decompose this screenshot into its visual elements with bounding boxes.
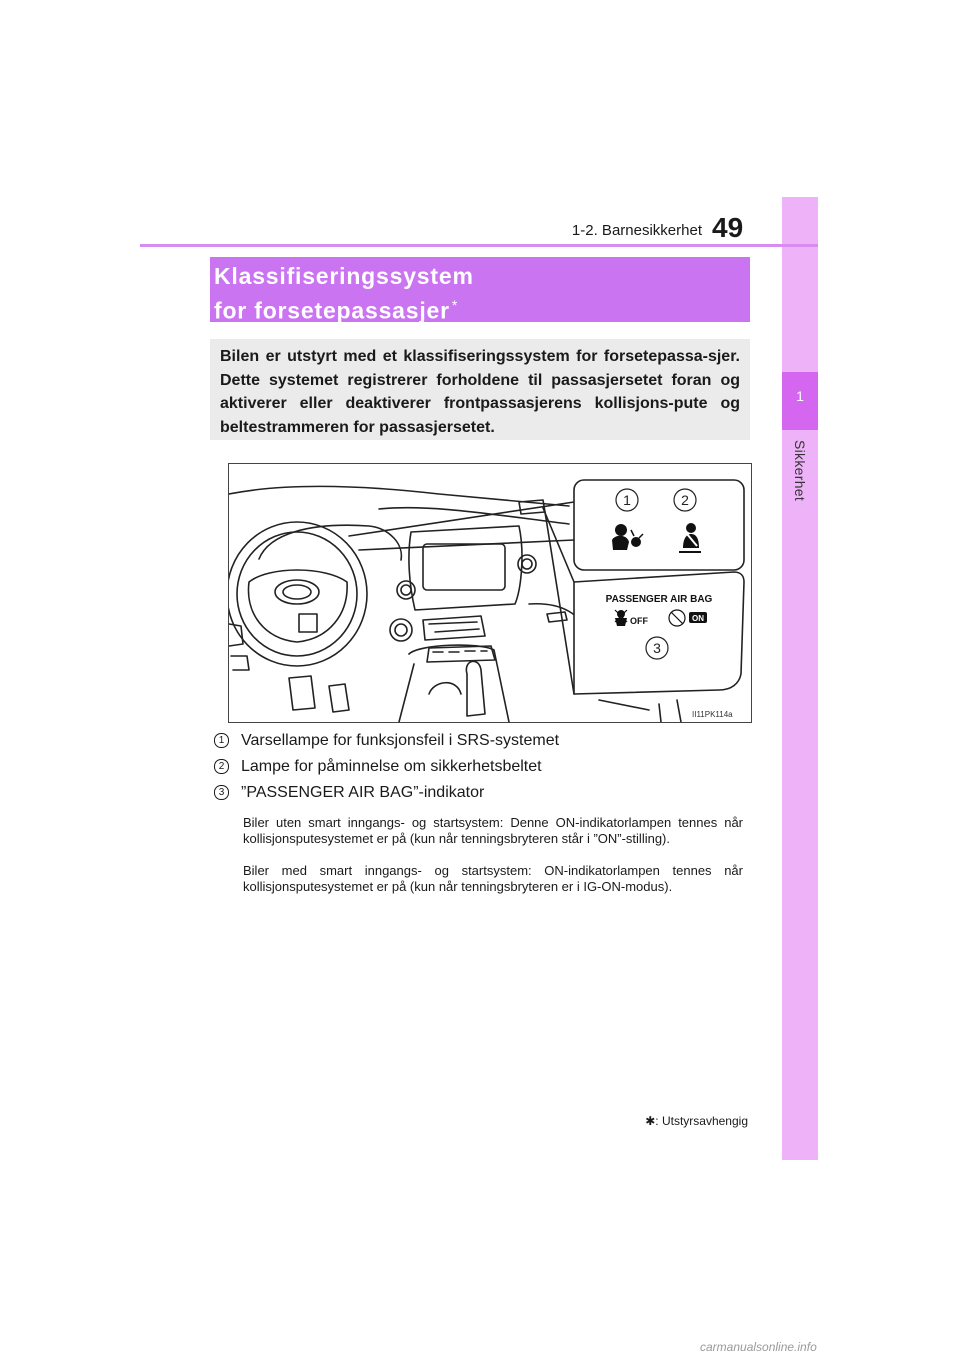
warning-lights-callout xyxy=(574,480,744,570)
list-item xyxy=(214,784,484,802)
figure-code: II11PK114a xyxy=(692,710,733,719)
page-number: 49 xyxy=(712,212,744,243)
chapter-number: 1 xyxy=(796,388,804,404)
intro-text: Bilen er utstyrt med et klassifiseringssystem for forsetepassa-sjer. Dette systemet registrerer forholdene til passasjersetet foran og aktiverer eller deaktiverer frontpassasjerens kollisjons-pute og beltestrammeren for passasjersetet. xyxy=(220,348,740,436)
off-label: OFF xyxy=(630,616,648,626)
list-item xyxy=(214,758,542,776)
list-number: 2 xyxy=(214,759,229,774)
note-without-smart-key: Biler uten smart inngangs- og startsystem: Denne ON-indikatorlampen tennes når kollisjonsputesystemet er på (kun når tenningsbryteren står i ”ON”-stilling). xyxy=(243,815,743,846)
steering-logo xyxy=(275,580,319,604)
list-text: ”PASSENGER AIR BAG”-indikator xyxy=(241,784,485,801)
gear-lever xyxy=(466,661,485,716)
climate-knob xyxy=(390,619,412,641)
chapter-side-tab xyxy=(782,197,818,1160)
heading-line-1: Klassifiseringssystem xyxy=(214,263,474,289)
equipment-footnote: ✱: Utstyrsavhengig xyxy=(645,1114,748,1128)
equipment-asterisk: * xyxy=(451,297,459,313)
watermark: carmanualsonline.info xyxy=(700,1340,817,1354)
pedal xyxy=(289,676,315,710)
callout-label-1: 1 xyxy=(623,492,631,508)
panel-title: PASSENGER AIR BAG xyxy=(605,594,713,605)
list-text: Varsellampe for funksjonsfeil i SRS-systemet xyxy=(241,732,560,749)
passenger-airbag-callout xyxy=(574,572,744,694)
header-rule xyxy=(140,244,818,247)
callout-label-3: 3 xyxy=(653,640,661,656)
list-item xyxy=(214,732,559,750)
pointer-line-1 xyxy=(349,502,574,536)
page-heading xyxy=(214,262,474,326)
center-display xyxy=(423,544,505,590)
callout-label-2: 2 xyxy=(681,492,689,508)
list-text: Lampe for påminnelse om sikkerhetsbeltet xyxy=(241,758,542,775)
heading-line-2: for forsetepassasjer xyxy=(214,297,450,324)
dashboard-outline xyxy=(229,486,569,506)
airbag-off-icon xyxy=(615,610,627,626)
list-number: 3 xyxy=(214,785,229,800)
on-label: ON xyxy=(692,614,704,623)
dashboard-illustration xyxy=(228,463,752,723)
chapter-label: Sikkerhet xyxy=(792,440,808,502)
note-with-smart-key: Biler med smart inngangs- og startsystem: ON-indikatorlampen tennes når kollisjonsputesystemet er på (kun når tenningsbryteren er i IG-ON-modus). xyxy=(243,863,743,894)
section-title: 1-2. Barnesikkerhet xyxy=(571,222,702,239)
list-number: 1 xyxy=(214,733,229,748)
